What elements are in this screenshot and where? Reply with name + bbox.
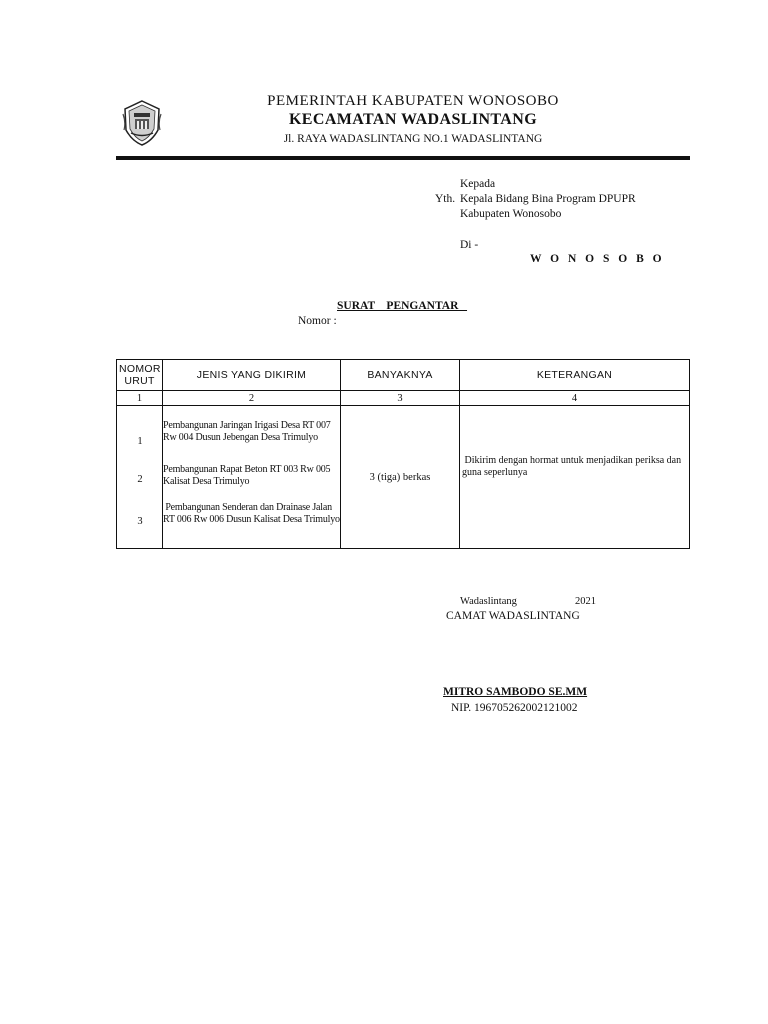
recipient-line2: Kabupaten Wonosobo xyxy=(460,208,562,220)
signature-year: 2021 xyxy=(575,596,596,607)
signature-nip: NIP. 196705262002121002 xyxy=(451,702,578,714)
signature-place: Wadaslintang xyxy=(460,596,517,607)
recipient-kepada: Kepada xyxy=(460,178,496,190)
keterangan-cell: Dikirim dengan hormat untuk menjadikan periksa dan guna seperlunya xyxy=(460,406,690,549)
letter-number: Nomor : xyxy=(298,315,337,327)
letterhead-government: PEMERINTAH KABUPATEN WONOSOBO xyxy=(267,93,559,109)
letter-title: SURAT PENGANTAR xyxy=(337,300,468,312)
recipient-city: W O N O S O B O xyxy=(530,253,665,265)
recipient-di: Di - xyxy=(460,239,479,251)
column-number: 3 xyxy=(341,391,460,406)
recipient-yth: Yth. xyxy=(435,193,456,205)
list-item: Pembangunan Rapat Beton RT 003 Rw 005 Kalisat Desa Trimulyo xyxy=(163,464,331,487)
list-item: Pembangunan Jaringan Irigasi Desa RT 007 Rw 004 Dusun Jebengan Desa Trimulyo xyxy=(163,420,331,443)
row-number: 3 xyxy=(137,516,143,527)
letterhead-district: KECAMATAN WADASLINTANG xyxy=(288,111,538,128)
letterhead-divider xyxy=(116,156,690,160)
row-number: 1 xyxy=(137,436,143,447)
header-jenis: JENIS YANG DIKIRIM xyxy=(163,360,341,391)
items-table xyxy=(116,359,690,549)
items-cell xyxy=(163,406,341,549)
row-number: 2 xyxy=(137,474,143,485)
header-keterangan: KETERANGAN xyxy=(460,360,690,391)
letterhead-address: Jl. RAYA WADASLINTANG NO.1 WADASLINTANG xyxy=(283,133,543,145)
column-number: 4 xyxy=(460,391,690,406)
signature-position: CAMAT WADASLINTANG xyxy=(446,610,580,622)
table-column-number-row xyxy=(117,391,690,406)
list-item: Pembangunan Senderan dan Drainase Jalan RT 006 Rw 006 Dusun Kalisat Desa Trimulyo xyxy=(163,502,340,525)
table-header-row xyxy=(117,360,690,391)
column-number: 2 xyxy=(163,391,341,406)
banyaknya-cell: 3 (tiga) berkas xyxy=(341,406,460,549)
header-banyaknya: BANYAKNYA xyxy=(341,360,460,391)
signature-name: MITRO SAMBODO SE.MM xyxy=(443,686,588,698)
header-nomor-urut: NOMOR URUT xyxy=(117,360,163,391)
column-number: 1 xyxy=(117,391,163,406)
recipient-line1: Kepala Bidang Bina Program DPUPR xyxy=(460,193,636,205)
row-numbers-cell xyxy=(117,406,163,549)
table-row xyxy=(117,406,690,549)
